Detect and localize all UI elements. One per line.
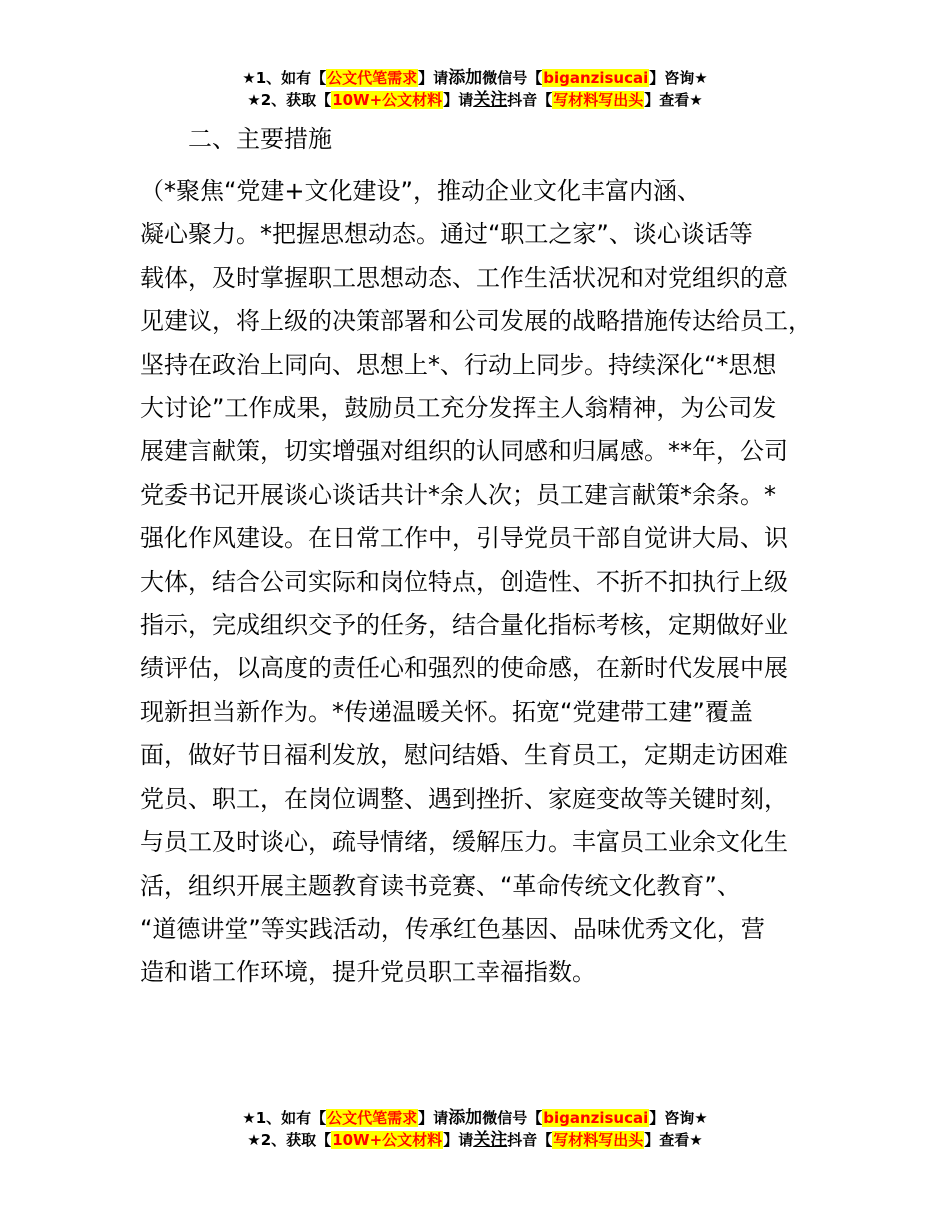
text-line: 大体，结合公司实际和岗位特点，创造性、不折不扣执行上级 <box>140 567 788 596</box>
text-line: 绩评估，以高度的责任心和强烈的使命感，在新时代发展中展 <box>140 654 788 683</box>
highlight-wechat-id: biganzisucai <box>543 69 649 87</box>
section-heading: 二、主要措施 <box>188 125 332 153</box>
text-line: 活，组织开展主题教育读书竞赛、“革命传统文化教育”、 <box>140 871 741 900</box>
highlight-service: 公文代笔需求 <box>327 69 418 87</box>
star-icon: ★ <box>694 69 708 87</box>
highlight-wechat-id: biganzisucai <box>543 1109 649 1127</box>
star-icon: ★ <box>694 1109 708 1127</box>
text-line: 大讨论”工作成果，鼓励员工充分发挥主人翁精神，为公司发 <box>140 394 777 423</box>
text-line: 党员、职工，在岗位调整、遇到挫折、家庭变故等关键时刻， <box>140 784 788 813</box>
banner-line-2: ★2、获取【10W+公文材料】请关注抖音【写材料写出头】查看★ <box>247 1130 703 1150</box>
highlight-materials: 10W+公文材料 <box>332 1131 443 1149</box>
banner-line-1: ★1、如有【公文代笔需求】请添加微信号【biganzisucai】咨询★ <box>242 68 708 88</box>
text-line: 载体，及时掌握职工思想动态、工作生活状况和对党组织的意 <box>140 263 788 292</box>
star-icon: ★ <box>247 1131 261 1149</box>
text-line: 凝心聚力。*把握思想动态。通过“职工之家”、谈心谈话等 <box>140 220 753 249</box>
text-line: 造和谐工作环境，提升党员职工幸福指数。 <box>140 958 596 987</box>
highlight-douyin: 写材料写出头 <box>553 1131 644 1149</box>
bottom-banner <box>0 1107 950 1151</box>
banner-line-2: ★2、获取【10W+公文材料】请关注抖音【写材料写出头】查看★ <box>247 90 703 110</box>
text-line: 强化作风建设。在日常工作中，引导党员干部自觉讲大局、识 <box>140 524 788 553</box>
text-line: 现新担当新作为。*传递温暖关怀。拓宽“党建带工建”覆盖 <box>140 697 753 726</box>
body-paragraph <box>140 170 830 995</box>
text-line: 面，做好节日福利发放，慰问结婚、生育员工，定期走访困难 <box>140 741 788 770</box>
star-icon: ★ <box>689 91 703 109</box>
highlight-service: 公文代笔需求 <box>327 1109 418 1127</box>
star-icon: ★ <box>242 69 256 87</box>
text-line: 指示，完成组织交予的任务，结合量化指标考核，定期做好业 <box>140 611 788 640</box>
highlight-materials: 10W+公文材料 <box>332 91 443 109</box>
top-banner <box>0 67 950 111</box>
text-line: 坚持在政治上同向、思想上*、行动上同步。持续深化“*思想 <box>140 350 777 379</box>
text-line: 党委书记开展谈心谈话共计*余人次；员工建言献策*余条。* <box>140 480 776 509</box>
banner-line-1: ★1、如有【公文代笔需求】请添加微信号【biganzisucai】咨询★ <box>242 1108 708 1128</box>
text-line: “道德讲堂”等实践活动，传承红色基因、品味优秀文化，营 <box>140 914 765 943</box>
text-line: 展建言献策，切实增强对组织的认同感和归属感。**年，公司 <box>140 437 788 466</box>
star-icon: ★ <box>247 91 261 109</box>
star-icon: ★ <box>689 1131 703 1149</box>
highlight-douyin: 写材料写出头 <box>553 91 644 109</box>
text-line: 见建议，将上级的决策部署和公司发展的战略措施传达给员工， <box>140 307 812 336</box>
text-line: （*聚焦“党建+文化建设”，推动企业文化丰富内涵、 <box>140 177 701 205</box>
star-icon: ★ <box>242 1109 256 1127</box>
text-line: 与员工及时谈心，疏导情绪，缓解压力。丰富员工业余文化生 <box>140 828 788 857</box>
